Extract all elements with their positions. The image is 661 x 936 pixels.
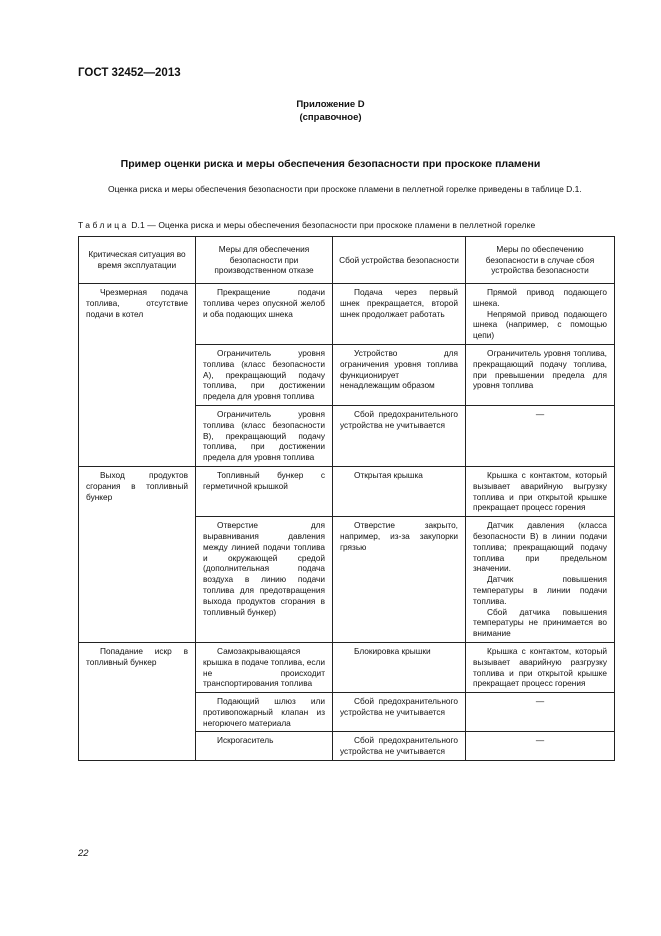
failure-cell: Подача через первый шнек прекращается, второй шнек продолжает работать (333, 284, 466, 345)
fallback-cell: Крышка с контактом, который вызывает аварийную разгрузку топлива и при открытой крышке прекращает процесс горения (466, 642, 615, 692)
intro-paragraph: Оценка риска и меры обеспечения безопасности при проскоке пламени в пеллетной горелке приведены в таблице D.1. (108, 184, 582, 194)
section-title: Пример оценки риска и меры обеспечения безопасности при проскоке пламени (120, 158, 541, 170)
table-caption-text: D.1 — Оценка риска и меры обеспечения безопасности при проскоке пламени в пеллетной горелке (131, 220, 536, 230)
failure-cell: Открытая крышка (333, 466, 466, 516)
measure-cell: Искрогаситель (196, 732, 333, 761)
risk-assessment-table (78, 236, 615, 761)
table-row (79, 466, 615, 516)
fallback-cell: Прямой привод подающего шнека. Непрямой привод подающего шнека (например, с помощью цепи) (466, 284, 615, 345)
failure-cell: Сбой предохранительного устройства не учитывается (333, 732, 466, 761)
table-row (79, 284, 615, 345)
document-id-header: ГОСТ 32452—2013 (78, 67, 181, 79)
table-header-row (79, 237, 615, 284)
measure-cell: Отверстие для выравнивания давления между линией подачи топлива и окружающей средой (дополнительная подача воздуха в линию подачи топлива для предотвращения выхода продуктов сгорания в топливный бункер) (196, 517, 333, 643)
fallback-cell: Крышка с контактом, который вызывает аварийную выгрузку топлива и при открытой крышке прекращает процесс горения (466, 466, 615, 516)
failure-cell: Отверстие закрыто, например, из-за закупорки грязью (333, 517, 466, 643)
measure-cell: Ограничитель уровня топлива (класс безопасности А), прекращающий подачу топлива, при достижении предела для уровня топлива (196, 344, 333, 405)
table-row (79, 642, 615, 692)
fallback-cell: Датчик давления (класса безопасности В) в линии подачи топлива; прекращающий подачу топлива при предельном значении. Датчик повышения температуры в линии подачи топлива. Сбой датчика повышения температуры не принимается во внимание (466, 517, 615, 643)
measure-cell: Самозакрывающаяся крышка в подаче топлива, если не происходит транспортирования топлива (196, 642, 333, 692)
fallback-cell: — (466, 693, 615, 732)
appendix-type: (справочное) (299, 112, 362, 123)
measure-cell: Подающий шлюз или противопожарный клапан из негорючего материала (196, 693, 333, 732)
failure-cell: Сбой предохранительного устройства не учитывается (333, 405, 466, 466)
column-header-measures: Меры для обеспечения безопасности при производственном отказе (196, 237, 333, 284)
table-caption (78, 220, 618, 230)
fallback-cell: — (466, 732, 615, 761)
page-number: 22 (78, 848, 89, 859)
appendix-title (0, 98, 661, 124)
appendix-label: Приложение D (296, 99, 365, 110)
column-header-failure: Сбой устройства безопасности (333, 237, 466, 284)
situation-cell: Попадание искр в топливный бункер (79, 642, 196, 760)
table-caption-label: Таблица (78, 220, 129, 230)
situation-cell: Выход продуктов сгорания в топливный бункер (79, 466, 196, 642)
measure-cell: Топливный бункер с герметичной крышкой (196, 466, 333, 516)
failure-cell: Блокировка крышки (333, 642, 466, 692)
column-header-fallback: Меры по обеспечению безопасности в случае сбоя устройства безопасности (466, 237, 615, 284)
fallback-cell: Ограничитель уровня топлива, прекращающий подачу топлива, при превышении предела для уровня топлива (466, 344, 615, 405)
failure-cell: Устройство для ограничения уровня топлива функционирует ненадлежащим образом (333, 344, 466, 405)
fallback-cell: — (466, 405, 615, 466)
measure-cell: Ограничитель уровня топлива (класс безопасности В), прекращающий подачу топлива, при достижении предела для уровня топлива (196, 405, 333, 466)
failure-cell: Сбой предохранительного устройства не учитывается (333, 693, 466, 732)
column-header-situation: Критическая ситуация во время эксплуатации (79, 237, 196, 284)
situation-cell: Чрезмерная подача топлива, отсутствие подачи в котел (79, 284, 196, 467)
measure-cell: Прекращение подачи топлива через опускной желоб и оба подающих шнека (196, 284, 333, 345)
